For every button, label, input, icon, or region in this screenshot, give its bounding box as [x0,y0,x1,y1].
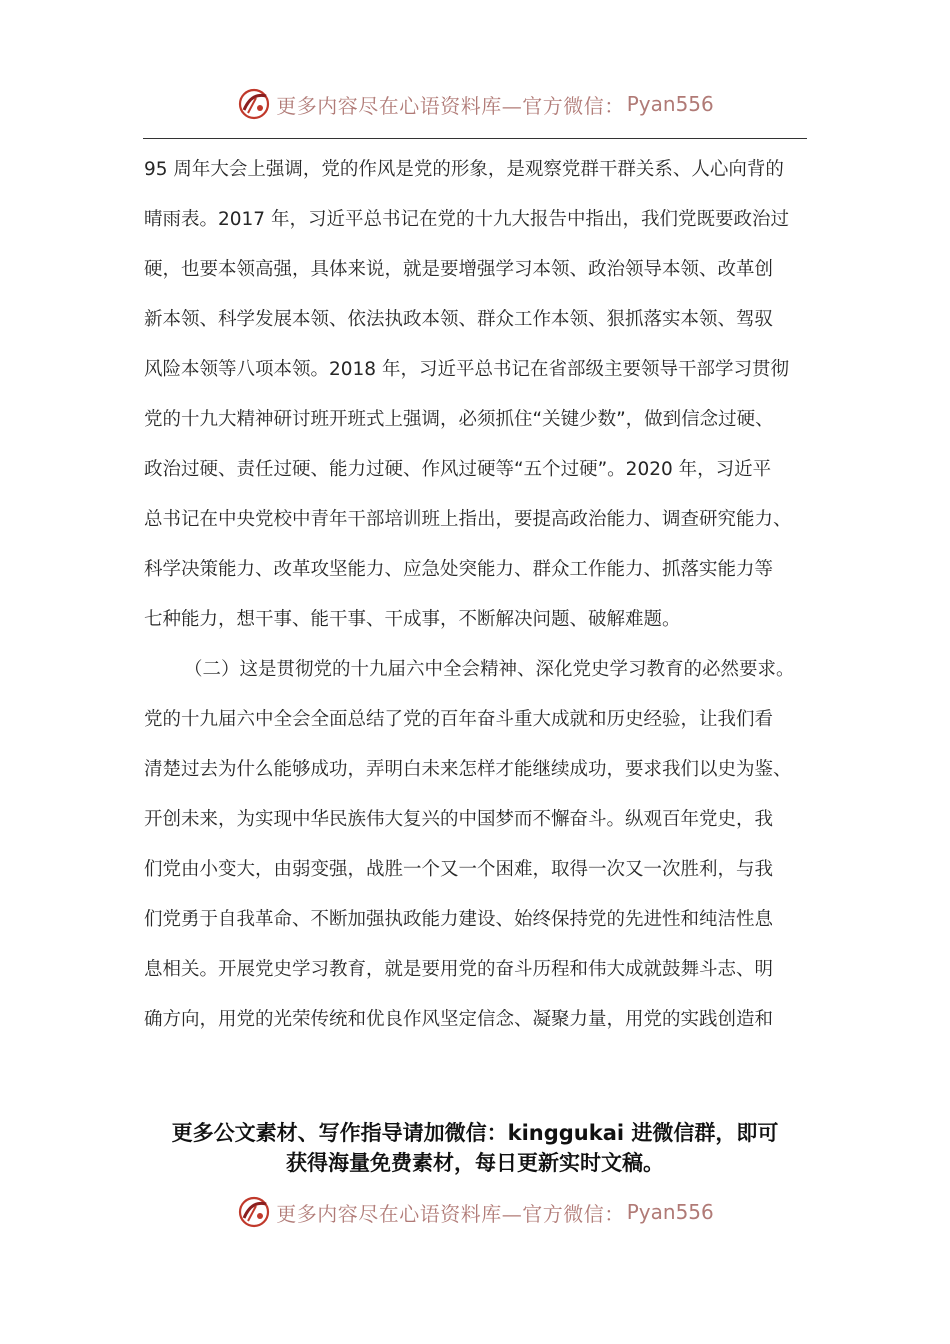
body-line: 晴雨表。2017 年，习近平总书记在党的十九大报告中指出，我们党既要政治过 [144,209,789,230]
body-line: 党的十九届六中全会全面总结了党的百年奋斗重大成就和历史经验，让我们看 [144,709,774,730]
header-banner-text: 更多内容尽在心语资料库—官方微信： [276,93,625,118]
footer-banner-text: 更多内容尽在心语资料库—官方微信： [276,1201,625,1226]
body-line: 们党勇于自我革命、不断加强执政能力建设、始终保持党的先进性和纯洁性息 [144,909,774,930]
promo-line-2: 获得海量免费素材，每日更新实时文稿。 [286,1151,664,1175]
promo-note [0,1118,950,1178]
document-body [144,145,808,1045]
body-line: 开创未来，为实现中华民族伟大复兴的中国梦而不懈奋斗。纵观百年党史，我 [144,809,774,830]
body-line: 科学决策能力、改革攻坚能力、应急处突能力、群众工作能力、抓落实能力等 [144,559,774,580]
brand-logo-icon [236,1194,272,1230]
body-line: 确方向，用党的光荣传统和优良作风坚定信念、凝聚力量，用党的实践创造和 [144,1009,774,1030]
header-banner [0,82,950,126]
body-line: 息相关。开展党史学习教育，就是要用党的奋斗历程和伟大成就鼓舞斗志、明 [144,959,774,980]
header-wechat-id: Pyan556 [626,92,714,116]
body-line: 风险本领等八项本领。2018 年，习近平总书记在省部级主要领导干部学习贯彻 [144,359,789,380]
footer-wechat-id: Pyan556 [626,1200,714,1224]
promo-line-1: 更多公文素材、写作指导请加微信：kinggukai 进微信群，即可 [171,1121,779,1145]
footer-banner [0,1190,950,1234]
body-line: 硬，也要本领高强，具体来说，就是要增强学习本领、政治领导本领、改革创 [144,259,774,280]
body-line: 总书记在中央党校中青年干部培训班上指出，要提高政治能力、调查研究能力、 [144,509,792,530]
body-line: 党的十九大精神研讨班开班式上强调，必须抓住“关键少数”，做到信念过硬、 [144,409,774,430]
body-line: 七种能力，想干事、能干事、干成事，不断解决问题、破解难题。 [144,609,681,630]
header-divider [143,138,807,139]
body-line: 95 周年大会上强调，党的作风是党的形象，是观察党群干群关系、人心向背的 [144,159,784,180]
body-line: 新本领、科学发展本领、依法执政本领、群众工作本领、狠抓落实本领、驾驭 [144,309,774,330]
body-line: 们党由小变大，由弱变强，战胜一个又一个困难，取得一次又一次胜利，与我 [144,859,774,880]
body-line: 清楚过去为什么能够成功，弄明白未来怎样才能继续成功，要求我们以史为鉴、 [144,759,792,780]
body-line: 政治过硬、责任过硬、能力过硬、作风过硬等“五个过硬”。2020 年，习近平 [144,459,772,480]
brand-logo-icon [236,86,272,122]
section-heading: （二）这是贯彻党的十九届六中全会精神、深化党史学习教育的必然要求。 [184,659,795,680]
